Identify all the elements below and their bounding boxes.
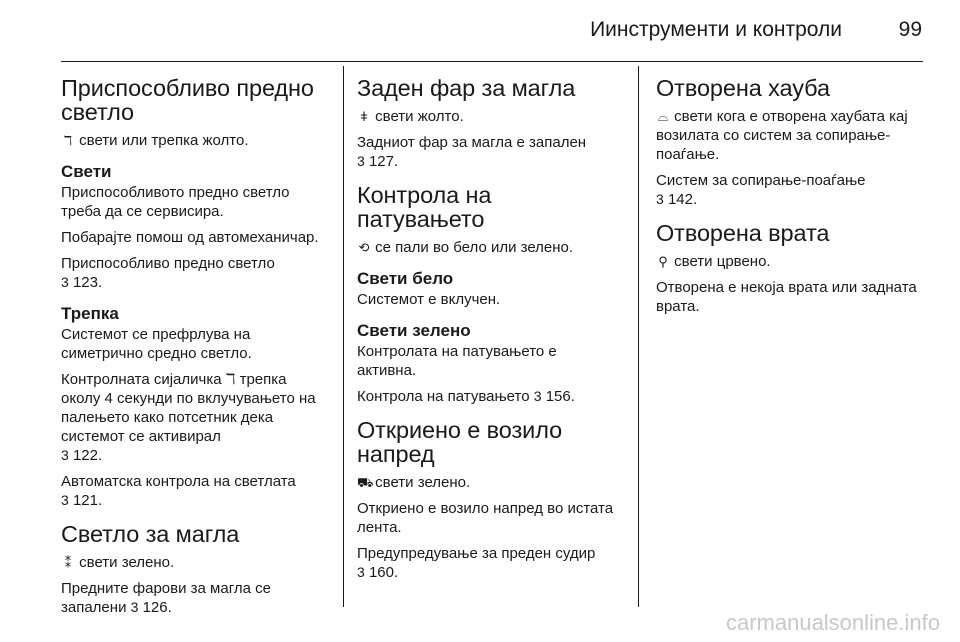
paragraph-text: Систем за сопирање-поаѓање <box>656 172 866 189</box>
paragraph-text: се пали во бело или зелено. <box>371 239 574 256</box>
subsection-heading: Трепка <box>61 304 119 323</box>
paragraph <box>357 499 619 537</box>
page-ref-arrow-icon: 3 <box>130 599 139 615</box>
section-heading: Светло за магла <box>61 521 240 547</box>
paragraph <box>357 342 619 380</box>
subsection-heading: Свети зелено <box>357 321 471 340</box>
paragraph <box>61 131 323 150</box>
column-3 <box>656 66 922 606</box>
paragraph-text: свети црвено. <box>670 253 771 270</box>
column-divider-1 <box>343 66 344 607</box>
page-ref-arrow-icon: 3 <box>357 153 365 169</box>
column-2 <box>357 66 619 606</box>
paragraph-text: Приспособливо предно светло <box>61 255 275 272</box>
adaptive-light-icon: ℸ <box>63 133 73 148</box>
page-ref-arrow-icon: 3 <box>357 564 365 580</box>
page-reference[interactable]: 122. <box>72 447 103 464</box>
header-divider <box>61 61 923 62</box>
paragraph-text: Побарајте помош од автомеханичар. <box>61 229 319 246</box>
page-header <box>0 0 960 62</box>
paragraph <box>61 254 323 292</box>
subsection-heading: Свети <box>61 162 112 181</box>
section-heading: Приспособливо предно светло <box>61 75 314 125</box>
chapter-title: Иинструменти и контроли <box>590 18 842 41</box>
paragraph <box>357 544 619 582</box>
paragraph <box>357 133 619 171</box>
paragraph <box>357 238 619 257</box>
watermark: carmanualsonline.info <box>725 610 940 635</box>
paragraph-text: Приспособливото предно светло треба да се сервисира. <box>61 184 290 220</box>
bonnet-open-icon: ⌓ <box>657 109 669 124</box>
fog-light-icon: ⁑ <box>64 555 72 570</box>
paragraph-text: Контролата на патувањето е активна. <box>357 343 557 379</box>
section-heading: Отворена врата <box>656 220 830 246</box>
paragraph <box>656 171 922 209</box>
subsection-heading: Свети бело <box>357 269 454 288</box>
paragraph-text: Автоматска контрола на светлата <box>61 473 296 490</box>
paragraph-text: Предните фарови за магла се запалени <box>61 580 271 616</box>
page-reference[interactable]: 160. <box>368 564 399 581</box>
paragraph <box>357 290 619 309</box>
paragraph-text: Предупредување за преден судир <box>357 545 596 562</box>
section-heading: Контрола на патувањето <box>357 182 492 232</box>
page-number: 99 <box>898 18 922 41</box>
paragraph-text: свети или трепка жолто. <box>75 132 249 149</box>
page-ref-arrow-icon: 3 <box>61 447 69 463</box>
paragraph <box>61 579 323 617</box>
page-reference[interactable]: 121. <box>72 492 103 509</box>
paragraph-text: Отворена е некоја врата или задната врата. <box>656 279 917 315</box>
paragraph <box>61 228 323 247</box>
paragraph-text: свети зелено. <box>75 554 175 571</box>
paragraph <box>61 553 323 572</box>
page-reference[interactable]: 142. <box>667 191 698 208</box>
cruise-control-icon: ⟲ <box>358 240 370 255</box>
page-reference[interactable]: 126. <box>142 599 172 616</box>
page-reference[interactable]: 156. <box>545 388 575 405</box>
page-reference[interactable]: 123. <box>72 274 103 291</box>
door-open-icon: ⚲ <box>658 254 668 269</box>
paragraph-text: Задниот фар за магла е запален <box>357 134 587 151</box>
paragraph-text: Системот се префрлува на симетрично средно светло. <box>61 326 252 362</box>
paragraph <box>61 183 323 221</box>
paragraph <box>656 278 922 316</box>
paragraph <box>61 472 323 510</box>
paragraph-text: Контрола на патувањето <box>357 388 530 405</box>
column-1 <box>61 66 323 616</box>
rear-fog-light-icon: ǂ <box>360 109 368 124</box>
paragraph <box>357 473 619 492</box>
paragraph <box>357 107 619 126</box>
paragraph-text: Контролната сијаличка ℸ трепка околу 4 секунди по вклучувањето на палењето како потсетник дека системот се активирал <box>61 371 316 445</box>
section-heading: Откриено е возило напред <box>357 417 563 467</box>
paragraph-text: свети жолто. <box>371 108 464 125</box>
paragraph <box>61 325 323 363</box>
page-reference[interactable]: 127. <box>368 153 399 170</box>
paragraph <box>656 252 922 271</box>
section-heading: Заден фар за магла <box>357 75 576 101</box>
column-divider-2 <box>638 66 639 607</box>
paragraph <box>357 387 619 406</box>
page-ref-arrow-icon: 3 <box>61 274 69 290</box>
paragraph-text: Откриено е возило напред во истата лента. <box>357 500 614 536</box>
paragraph <box>61 370 323 465</box>
paragraph-text: свети зелено. <box>371 474 471 491</box>
page-ref-arrow-icon: 3 <box>656 191 664 207</box>
paragraph-text: Системот е вклучен. <box>357 291 501 308</box>
paragraph <box>656 107 922 164</box>
page-ref-arrow-icon: 3 <box>61 492 69 508</box>
section-heading: Отворена хауба <box>656 75 830 101</box>
vehicle-ahead-icon: ⛟ <box>357 475 374 490</box>
page-ref-arrow-icon: 3 <box>533 388 542 404</box>
paragraph-text: свети кога е отворена хаубата кај возилата со систем за сопирање-поаѓање. <box>656 108 908 163</box>
